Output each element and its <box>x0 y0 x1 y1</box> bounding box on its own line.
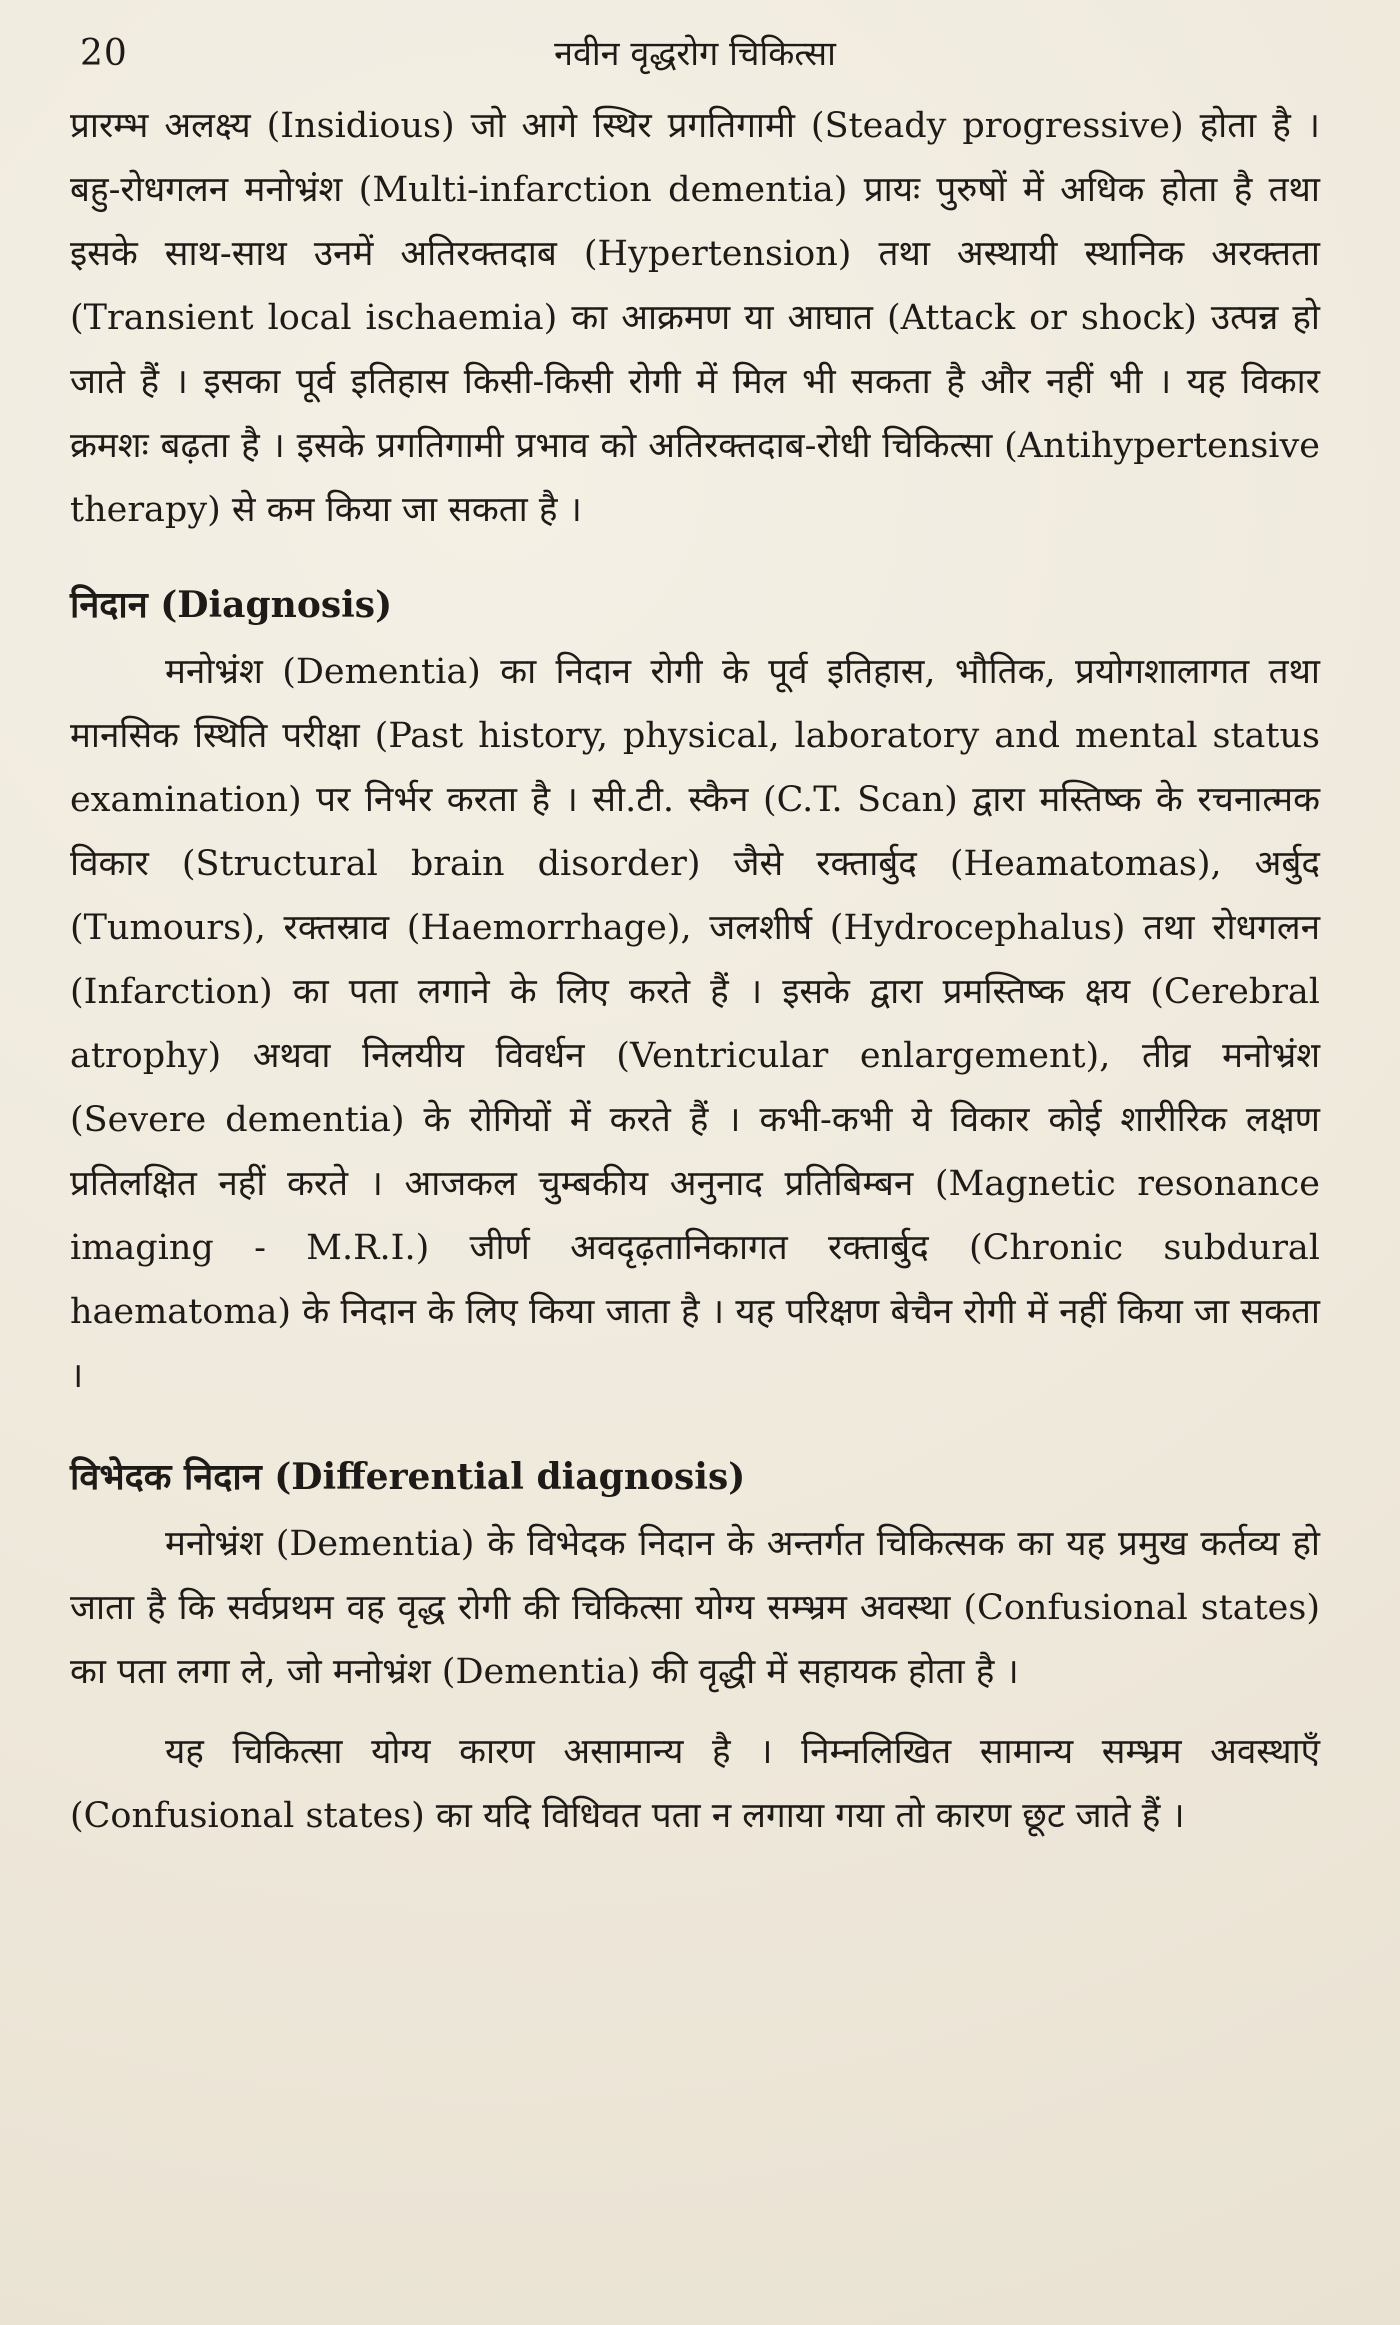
running-header <box>70 30 1320 94</box>
running-title: नवीन वृद्धरोग चिकित्सा <box>554 34 836 74</box>
section-heading-diagnosis: निदान (Diagnosis) <box>70 584 393 626</box>
paragraph-gap <box>70 1704 1320 1720</box>
paragraph-differential-diagnosis: मनोभ्रंश (Dementia) के विभेदक निदान के अन्तर्गत चिकित्सक का यह प्रमुख कर्तव्य हो जाता है कि सर्वप्रथम वह वृद्ध रोगी की चिकित्सा योग्य सम्भ्रम अवस्था (Confusional states) का पता लगा ले, जो मनोभ्रंश (Dementia) की वृद्धी में सहायक होता है । <box>70 1524 1320 1692</box>
paragraph-dementia-progression: प्रारम्भ अलक्ष्य (Insidious) जो आगे स्थिर प्रगतिगामी (Steady progressive) होता है । बहु-रोधगलन मनोभ्रंश (Multi-infarction dementia) प्रायः पुरुषों में अधिक होता है तथा इसके साथ-साथ उनमें अतिरक्तदाब (Hypertension) तथा अस्थायी स्थानिक अरक्तता (Transient local ischaemia) का आक्रमण या आघात (Attack or shock) उत्पन्न हो जाते हैं । इसका पूर्व इतिहास किसी-किसी रोगी में मिल भी सकता है और नहीं भी । यह विकार क्रमशः बढ़ता है । इसके प्रगतिगामी प्रभाव को अतिरक्तदाब-रोधी चिकित्सा (Antihypertensive therapy) से कम किया जा सकता है । <box>70 106 1320 530</box>
paragraph-diagnosis: मनोभ्रंश (Dementia) का निदान रोगी के पूर्व इतिहास, भौतिक, प्रयोगशालागत तथा मानसिक स्थिति परीक्षा (Past history, physical, laboratory and mental status examination) पर निर्भर करता है । सी.टी. स्कैन (C.T. Scan) द्वारा मस्तिष्क के रचनात्मक विकार (Structural brain disorder) जैसे रक्तार्बुद (Heamatomas), अर्बुद (Tumours), रक्तस्राव (Haemorrhage), जलशीर्ष (Hydrocephalus) तथा रोधगलन (Infarction) का पता लगाने के लिए करते हैं । इसके द्वारा प्रमस्तिष्क क्षय (Cerebral atrophy) अथवा निलयीय विवर्धन (Ventricular enlargement), तीव्र मनोभ्रंश (Severe dementia) के रोगियों में करते हैं । कभी-कभी ये विकार कोई शारीरिक लक्षण प्रतिलक्षित नहीं करते । आजकल चुम्बकीय अनुनाद प्रतिबिम्बन (Magnetic resonance imaging - M.R.I.) जीर्ण अवदृढ़तानिकागत रक्तार्बुद (Chronic subdural haematoma) के निदान के लिए किया जाता है । यह परिक्षण बेचैन रोगी में नहीं किया जा सकता । <box>70 652 1320 1396</box>
section-heading-differential-diagnosis: विभेदक निदान (Differential diagnosis) <box>70 1456 746 1498</box>
page-number: 20 <box>80 33 128 74</box>
paragraph-confusional-states: यह चिकित्सा योग्य कारण असामान्य है । निम्नलिखित सामान्य सम्भ्रम अवस्थाएँ (Confusional states) का यदि विधिवत पता न लगाया गया तो कारण छूट जाते हैं । <box>70 1732 1320 1836</box>
